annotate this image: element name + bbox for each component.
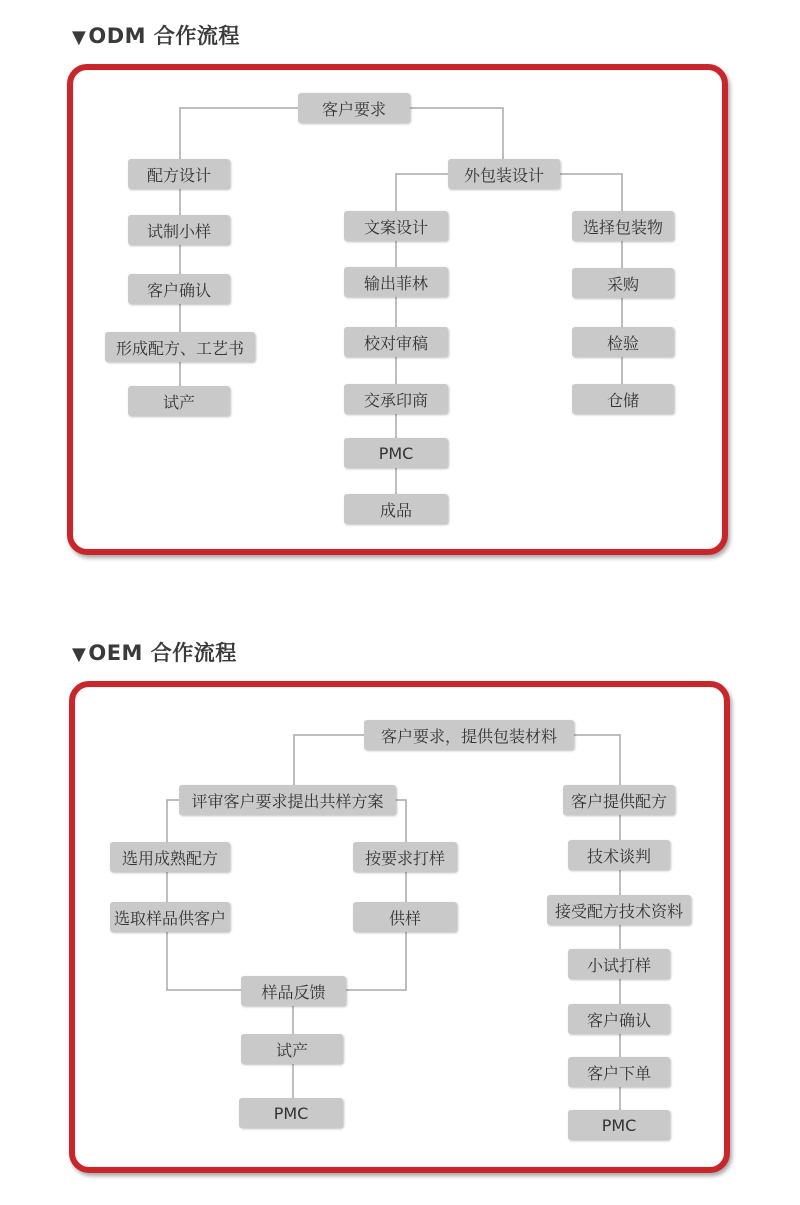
oem-node-supply-sample: 供样 [353, 902, 457, 932]
oem-node-pmc-right: PMC [568, 1110, 670, 1140]
odm-node-trial-production: 试产 [128, 386, 230, 416]
oem-node-small-trial: 小试打样 [568, 949, 670, 979]
oem-node-customer-confirm: 客户确认 [568, 1004, 670, 1034]
odm-node-customer-confirm: 客户确认 [128, 274, 230, 304]
oem-node-select-sample: 选取样品供客户 [110, 902, 230, 932]
triangle-down-icon: ▼ [72, 644, 87, 665]
oem-node-trial-production: 试产 [241, 1034, 343, 1064]
oem-node-tech-negotiation: 技术谈判 [568, 840, 670, 870]
odm-node-deliver-printer: 交承印商 [344, 384, 448, 414]
oem-node-mature-formula: 选用成熟配方 [110, 842, 230, 872]
oem-node-make-sample: 按要求打样 [353, 842, 457, 872]
triangle-down-icon: ▼ [72, 27, 87, 48]
odm-node-output-film: 输出菲林 [344, 267, 448, 297]
odm-node-choose-packaging: 选择包装物 [572, 211, 674, 241]
odm-node-packaging-design: 外包装设计 [448, 159, 560, 189]
oem-node-pmc-left: PMC [239, 1098, 343, 1128]
odm-node-trial-sample: 试制小样 [128, 215, 230, 245]
odm-node-finished-product: 成品 [344, 494, 448, 524]
oem-title-text: OEM 合作流程 [88, 641, 237, 665]
odm-title-text: ODM 合作流程 [88, 24, 240, 48]
odm-node-customer-requirement: 客户要求 [298, 93, 410, 123]
oem-node-review-plan: 评审客户要求提出共样方案 [179, 785, 396, 815]
oem-node-accept-tech-docs: 接受配方技术资料 [547, 895, 691, 925]
oem-node-sample-feedback: 样品反馈 [241, 976, 346, 1006]
odm-node-proofread: 校对审稿 [344, 327, 448, 357]
oem-node-customer-requirement: 客户要求，提供包装材料 [364, 720, 574, 750]
oem-node-customer-order: 客户下单 [568, 1057, 670, 1087]
odm-node-warehouse: 仓储 [572, 384, 674, 414]
odm-node-pmc: PMC [344, 438, 448, 468]
odm-node-purchase: 采购 [572, 268, 674, 298]
odm-node-formula-process-doc: 形成配方、工艺书 [105, 332, 255, 362]
odm-node-formula-design: 配方设计 [128, 159, 230, 189]
odm-node-copy-design: 文案设计 [344, 211, 448, 241]
oem-node-customer-formula: 客户提供配方 [563, 785, 675, 815]
odm-node-inspection: 检验 [572, 327, 674, 357]
